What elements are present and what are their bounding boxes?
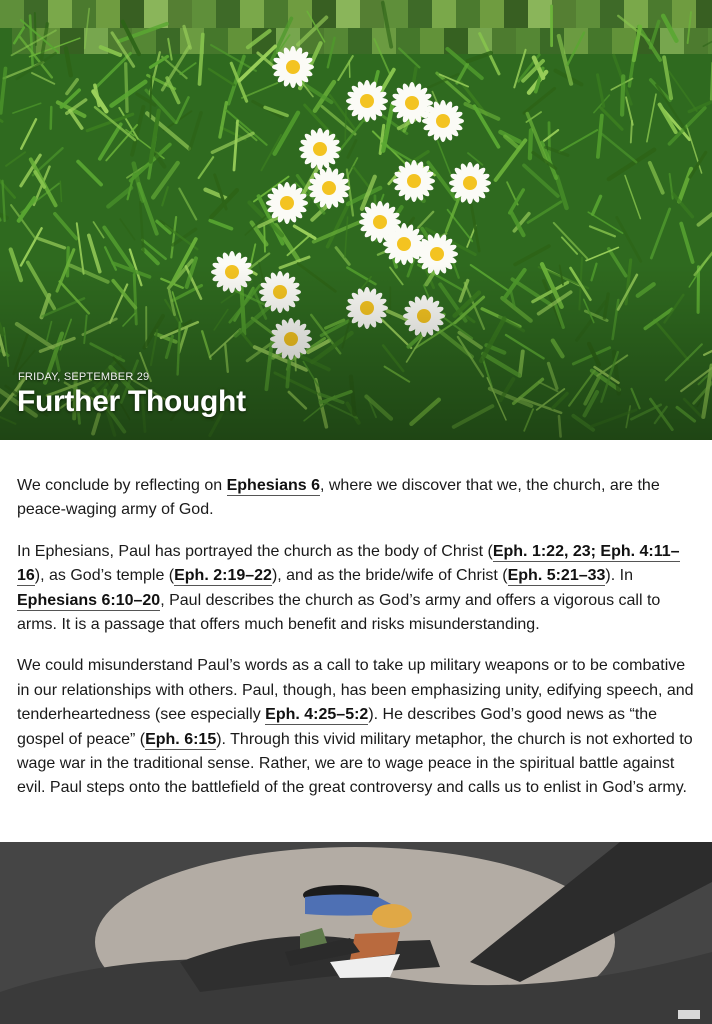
scripture-reference-link[interactable]: Eph. 4:25–5:2 xyxy=(265,706,369,724)
scripture-reference-link[interactable]: Ephesians 6:10–20 xyxy=(17,591,161,609)
scripture-reference-link[interactable]: Eph. 2:19–22 xyxy=(174,567,272,585)
paragraph-text: , where we discover that we, the church, are the peace-waging army of God. xyxy=(17,477,660,519)
paragraph xyxy=(17,540,695,638)
paragraph xyxy=(17,654,695,800)
illustration-image xyxy=(0,842,712,1024)
armor-illustration xyxy=(0,842,712,1024)
paragraph-text: ). In xyxy=(605,567,633,585)
hero-image xyxy=(0,0,712,440)
article-body xyxy=(0,440,712,801)
scripture-reference-link[interactable]: Eph. 5:21–33 xyxy=(507,567,606,585)
paragraph-text: ), as God’s temple ( xyxy=(34,567,175,585)
paragraph-text: ), and as the bride/wife of Christ ( xyxy=(271,567,508,585)
paragraph-text: , Paul describes the church as God’s army and offers a vigorous call to arms. It is a passage that offers much benefit and risks misunderstanding. xyxy=(17,591,661,634)
scripture-reference-link[interactable]: Eph. 1:22, 23; Eph. 4:11–16 xyxy=(17,542,680,585)
paragraph-text: ). He describes God’s good news as “the gospel of peace” ( xyxy=(17,706,658,748)
page-title: Further Thought xyxy=(17,385,246,418)
lesson-date: FRIDAY, SEPTEMBER 29 xyxy=(18,371,150,383)
scripture-reference-link[interactable]: Eph. 6:15 xyxy=(145,730,217,748)
paragraph-text: ). Through this vivid military metaphor, the church is not exhorted to wage war in the traditional sense. Rather, we are to wage peace in the spiritual battle against evil. Paul steps onto the battlefield of the great controversy and calls us to enlist in God’s army. xyxy=(17,730,693,797)
paragraph-text: We conclude by reflecting on xyxy=(17,477,227,494)
paragraph-text: In Ephesians, Paul has portrayed the church as the body of Christ ( xyxy=(17,542,493,560)
scripture-reference-link[interactable]: Ephesians 6 xyxy=(226,477,320,494)
paragraph-text: We could misunderstand Paul’s words as a call to take up military weapons or to be combative in our relationships with others. Paul, though, has been emphasizing unity, edifying speech, and tenderheartedness (see especially xyxy=(17,657,694,724)
paragraph xyxy=(17,474,695,523)
